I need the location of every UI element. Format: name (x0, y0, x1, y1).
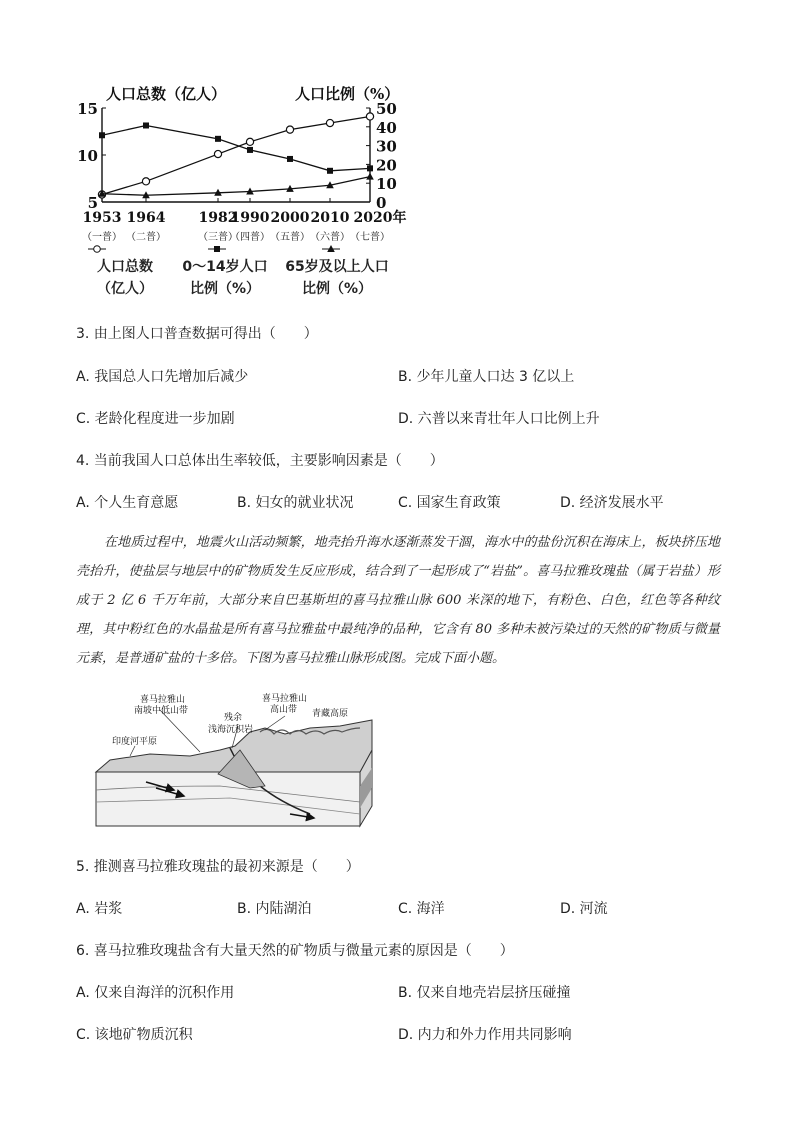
question-3-option-b[interactable]: B. 少年儿童人口达 3 亿以上 (398, 369, 575, 385)
y-right-axis-label: 人口比例（%） (295, 85, 400, 103)
legend-total-population-line1: 人口总数 (97, 259, 153, 275)
y-left-tick-label: 5 (87, 194, 98, 212)
y-left-tick-label: 10 (77, 147, 98, 165)
question-6-option-d[interactable]: D. 内力和外力作用共同影响 (398, 1027, 572, 1043)
label-high-mountain-2: 高山带 (270, 705, 298, 715)
circle-point (366, 113, 373, 120)
circle-point (326, 119, 333, 126)
label-high-mountain-1: 喜马拉雅山 (262, 694, 308, 704)
circle-point (214, 150, 221, 157)
circle-point (142, 178, 149, 185)
leader-line (130, 746, 135, 756)
population-chart-svg (70, 80, 410, 255)
x-tick-label: 2020年 (353, 210, 407, 226)
label-south-slope-1: 喜马拉雅山 (140, 695, 186, 705)
legend-symbol-square (214, 246, 220, 252)
legend-child-ratio-line1: 0～14岁人口 (182, 259, 268, 275)
square-point (367, 165, 373, 171)
x-sub-label: （六普） (310, 232, 350, 243)
question-3-stem: 3. 由上图人口普查数据可得出（ ） (76, 326, 318, 342)
y-left-tick-label: 15 (77, 100, 98, 118)
y-left-axis-label: 人口总数（亿人） (106, 85, 227, 103)
question-4-option-d[interactable]: D. 经济发展水平 (560, 495, 664, 511)
question-6-stem: 6. 喜马拉雅玫瑰盐含有大量天然的矿物质与微量元素的原因是（ ） (76, 943, 514, 959)
question-3-option-c[interactable]: C. 老龄化程度进一步加剧 (76, 411, 235, 427)
x-sub-label: （七普） (350, 232, 390, 243)
question-6-option-b[interactable]: B. 仅来自地壳岩层挤压碰撞 (398, 985, 571, 1001)
question-5-option-a[interactable]: A. 岩浆 (76, 901, 123, 917)
question-3-option-d[interactable]: D. 六普以来青壮年人口比例上升 (398, 411, 600, 427)
circle-point (286, 126, 293, 133)
y-right-tick-label: 20 (376, 156, 397, 175)
himalaya-formation-svg (90, 690, 380, 830)
question-3-option-a[interactable]: A. 我国总人口先增加后减少 (76, 369, 249, 385)
question-5-option-b[interactable]: B. 内陆湖泊 (237, 901, 312, 917)
series-line-1 (102, 125, 370, 170)
question-5-option-d[interactable]: D. 河流 (560, 901, 608, 917)
x-tick-label: 2000 (270, 210, 310, 226)
x-tick-label: 1953 (82, 210, 122, 226)
legend-elderly-ratio-line2: 比例（%） (301, 281, 373, 297)
square-point (143, 122, 149, 128)
x-sub-label: （四普） (230, 232, 270, 243)
leader-line (160, 710, 200, 752)
x-tick-label: 1982 (198, 210, 238, 226)
label-residual-sea-2: 浅海沉积岩 (208, 725, 254, 735)
square-point (99, 132, 105, 138)
leader-line (265, 716, 285, 730)
x-sub-label: （一普） (82, 232, 122, 243)
legend-total-population-line2: （亿人） (97, 281, 153, 297)
y-right-tick-label: 40 (376, 118, 397, 137)
question-6-option-c[interactable]: C. 该地矿物质沉积 (76, 1027, 193, 1043)
legend-child-ratio-line2: 比例（%） (189, 281, 261, 297)
legend-elderly-ratio (272, 256, 402, 300)
square-point (215, 136, 221, 142)
y-right-tick-label: 30 (376, 137, 397, 156)
legend-total-population (80, 256, 170, 300)
legend-child-ratio (170, 256, 280, 300)
square-point (287, 156, 293, 162)
question-5-stem: 5. 推测喜马拉雅玫瑰盐的最初来源是（ ） (76, 859, 360, 875)
legend-symbol-circle (94, 246, 101, 253)
passage-text: 在地质过程中，地震火山活动频繁，地壳抬升海水逐渐蒸发干涸，海水中的盐份沉积在海床上，板块挤压地壳抬升，使盐层与地层中的矿物质发生反应形成，结合到了一起形成了“岩盐”。喜马拉雅玫瑰盐（属于岩盐）形成于 2 亿 6 千万年前，大部分来自巴基斯坦的喜马拉雅山脉 600 米深的地下，有粉色、白色，红色等各种纹理，其中粉红色的水晶盐是所有喜马拉雅盐中最纯净的品种，它含有 80 多种未被污染过的天然的矿物质与微量元素，是普通矿盐的十多倍。下图为喜马拉雅山脉形成图。完成下面小题。 (76, 535, 720, 666)
triangle-point (366, 173, 374, 180)
square-point (247, 147, 253, 153)
y-right-tick-label: 0 (376, 194, 387, 212)
x-tick-label: 1990 (230, 210, 270, 226)
question-4-stem: 4. 当前我国人口总体出生率较低，主要影响因素是（ ） (76, 453, 444, 469)
himalaya-formation-diagram (90, 690, 380, 830)
square-point (327, 168, 333, 174)
x-sub-label: （三普） (198, 232, 238, 243)
x-sub-label: （五普） (270, 232, 310, 243)
label-indus-plain: 印度河平原 (112, 737, 158, 747)
question-4-option-b[interactable]: B. 妇女的就业状况 (237, 495, 354, 511)
legend-elderly-ratio-line1: 65岁及以上人口 (285, 259, 389, 275)
question-5-option-c[interactable]: C. 海洋 (398, 901, 445, 917)
population-chart (70, 80, 410, 255)
x-sub-label: （二普） (126, 232, 166, 243)
question-6-option-a[interactable]: A. 仅来自海洋的沉积作用 (76, 985, 235, 1001)
block-front-face (96, 772, 360, 826)
label-residual-sea-1: 残余 (224, 713, 243, 723)
circle-point (246, 138, 253, 145)
question-4-option-c[interactable]: C. 国家生育政策 (398, 495, 501, 511)
label-tibet-plateau: 青藏高原 (312, 709, 349, 719)
question-4-option-a[interactable]: A. 个人生育意愿 (76, 495, 179, 511)
label-south-slope-2: 南坡中低山带 (134, 706, 189, 716)
y-right-tick-label: 10 (376, 175, 397, 194)
x-tick-label: 2010 (310, 210, 350, 226)
x-tick-label: 1964 (126, 210, 166, 226)
y-right-tick-label: 50 (376, 100, 397, 118)
